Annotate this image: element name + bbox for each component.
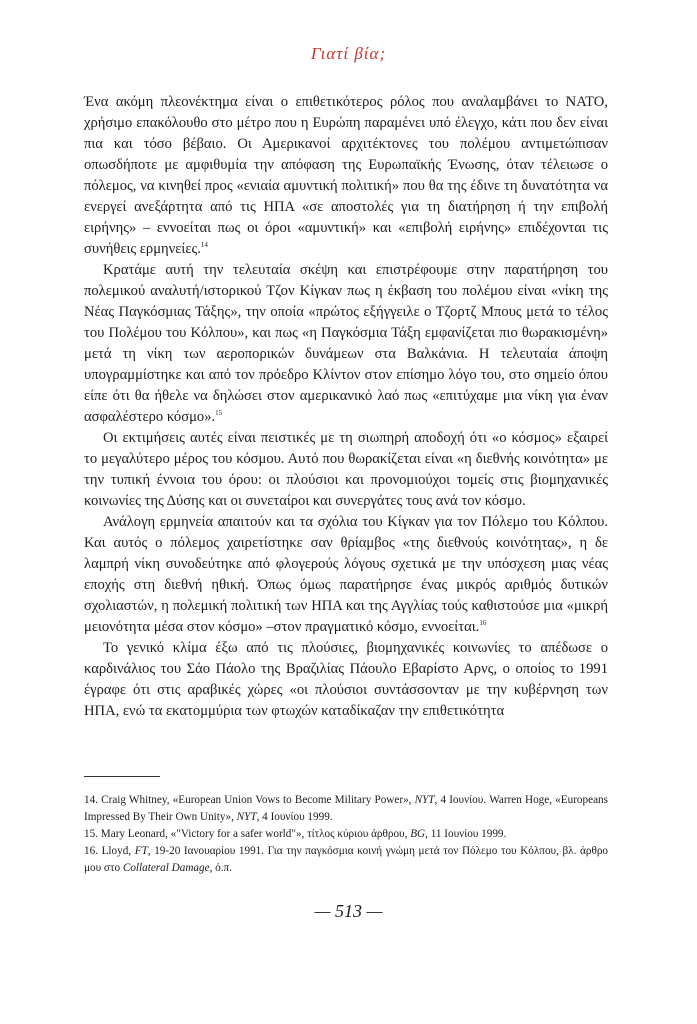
footnote-ref-14: 14 <box>200 241 208 249</box>
paragraph-1: Ένα ακόμη πλεονέκτημα είναι ο επιθετικότερος ρόλος που αναλαμβάνει το ΝΑΤΟ, χρήσιμο επακόλουθο στο μέτρο που η Ευρώπη παραμένει υπό έλεγχο, κάτι που δεν είναι πια και τόσο βέβαιο. Οι Αμερικανοί αρχιτέκτονες του πολέμου αντιμετώπισαν οπωσδήποτε με αμφιθυμία την απόφαση της Ευρωπαϊκής Ένωσης, όταν τέλειωσε ο πόλεμος, να κινηθεί προς «ενιαία αμυντική πολιτική» που θα της έδινε τη δυνατότητα να ενεργεί ανεξάρτητα από τις ΗΠΑ «σε αποστολές για τη διατήρηση ή την επιβολή ειρήνης» – εννοείται πως οι όροι «αμυντική» και «επιβολή ειρήνης» επιδέχονται τις συνήθεις ερμηνείες.$^{14}$ <box>84 94 608 257</box>
paragraph-2: Κρατάμε αυτή την τελευταία σκέψη και επιστρέφουμε στην παρατήρηση του πολεμικού αναλυτή/ιστορικού Τζον Κίγκαν πως η έκβαση του πολέμου είναι «νίκη της Νέας Παγκόσμιας Τάξης», την οποία «πρώτος εξήγγειλε ο Τζορτζ Μπους μετά το τέλος του Πολέμου του Κόλπου», και πως «η Παγκόσμια Τάξη εμφανίζεται πιο θωρακισμένη» μετά τη νίκη των αεροπορικών δυνάμεων στα Βαλκάνια. Η τελευταία άποψη υπογραμμίστηκε και από τον πρόεδρο Κλίντον στον επίσημο λόγο του, στο σημείο όπου είπε ότι θα ήθελε να δηλώσει στον αμερικανικό λαό πως «επιτύχαμε μια νίκη για έναν ασφαλέστερο κόσμο».$^{15}$ <box>84 262 608 425</box>
footnote-ref-16: 16 <box>479 619 487 627</box>
footnote-ref-15: 15 <box>215 409 223 417</box>
footnotes <box>84 792 608 877</box>
paragraph-3: Οι εκτιμήσεις αυτές είναι πειστικές με τη σιωπηρή αποδοχή ότι «ο κόσμος» εξαιρεί το μεγαλύτερο μέρος του κόσμου. Αυτό που θωρακίζεται είναι «η διεθνής κοινότητα» με την τυπική έννοια του όρου: οι πλούσιοι και προνομιούχοι τομείς στις βιομηχανικές κοινωνίες της Δύσης και οι συνεταίροι και συνεργάτες τους ανά τον κόσμο. <box>84 430 608 509</box>
running-title: Γιατί βία; <box>310 44 387 63</box>
main-text <box>84 92 608 722</box>
footnote-16: 16. Lloyd, FT, 19-20 Ιανουαρίου 1991. Για την παγκόσμια κοινή γνώμη μετά τον Πόλεμο του Κόλπου, βλ. άρθρο μου στο Collateral Damage, ό.π. <box>84 845 608 874</box>
footnote-14: 14. Craig Whitney, «European Union Vows to Become Military Power», NYT, 4 Ιουνίου. Warren Hoge, «Europeans Impressed By Their Own Unity», NYT, 4 Ιουνίου 1999. <box>84 794 608 823</box>
page-number: — 513 — <box>314 901 383 921</box>
footnote-15: 15. Mary Leonard, «"Victory for a safer world"», τίτλος κύριου άρθρου, BG, 11 Ιουνίου 1999. <box>84 828 507 840</box>
paragraph-5: Το γενικό κλίμα έξω από τις πλούσιες, βιομηχανικές κοινωνίες το απέδωσε ο καρδινάλιος του Σάο Πάολο της Βραζιλίας Πάουλο Εβαρίστο Αρνς, ο οποίος το 1991 έγραφε ότι στις αραβικές χώρες «οι πλούσιοι συντάσσονταν με την κυβέρνηση των ΗΠΑ, ενώ τα εκατομμύρια των φτωχών καταδίκαζαν την επιθετικότητα <box>84 640 608 719</box>
footnote-divider <box>84 776 160 777</box>
paragraph-4: Ανάλογη ερμηνεία απαιτούν και τα σχόλια του Κίγκαν για τον Πόλεμο του Κόλπου. Και αυτός ο πόλεμος χαιρετίστηκε σαν θρίαμβος «της διεθνούς κοινότητας», η δε λαμπρή νίκη συνοδεύτηκε από φλογερούς λόγους σχετικά με την υπόσχεση μιας νέας εποχής στη διεθνή ηθική. Όπως όμως παρατήρησε ένας μικρός αριθμός δυτικών σχολιαστών, η πολεμική πολιτική των ΗΠΑ και της Αγγλίας τούς καθιστούσε μια «μικρή μειονότητα μέσα στον κόσμο» –στον πραγματικό κόσμο, εννοείται.$^{16}$ <box>84 514 608 635</box>
